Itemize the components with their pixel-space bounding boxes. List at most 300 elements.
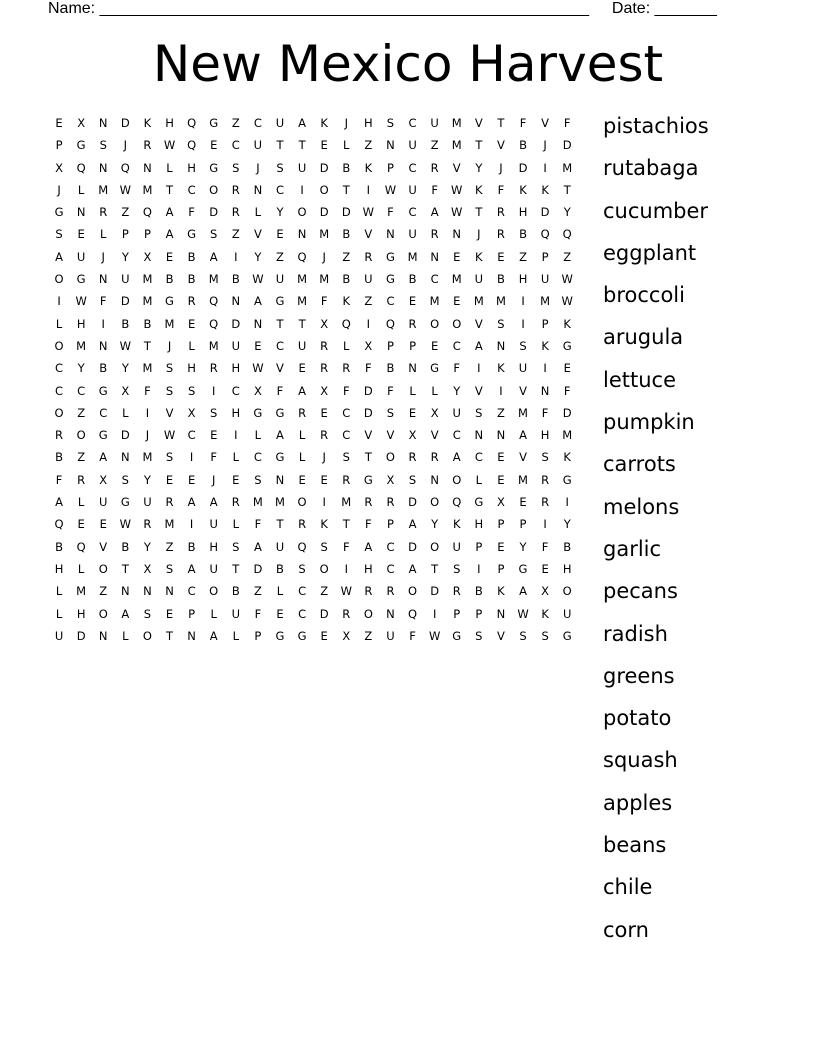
grid-letter[interactable]: M: [142, 450, 153, 465]
grid-letter[interactable]: L: [232, 517, 239, 532]
grid-letter[interactable]: C: [99, 405, 108, 420]
grid-letter[interactable]: F: [563, 383, 571, 398]
grid-letter[interactable]: R: [231, 182, 240, 197]
grid-letter[interactable]: B: [187, 272, 196, 287]
grid-letter[interactable]: W: [163, 138, 176, 153]
grid-letter[interactable]: O: [430, 495, 440, 510]
grid-letter[interactable]: C: [386, 539, 395, 554]
grid-letter[interactable]: R: [342, 472, 351, 487]
grid-letter[interactable]: L: [343, 338, 350, 353]
grid-letter[interactable]: I: [322, 495, 326, 510]
grid-letter[interactable]: P: [409, 338, 417, 353]
grid-letter[interactable]: T: [276, 517, 284, 532]
grid-letter[interactable]: V: [452, 160, 461, 175]
grid-letter[interactable]: N: [496, 606, 506, 621]
grid-letter[interactable]: F: [497, 182, 505, 197]
grid-letter[interactable]: B: [276, 561, 284, 576]
grid-letter[interactable]: I: [189, 450, 194, 465]
grid-letter[interactable]: I: [499, 383, 503, 398]
grid-letter[interactable]: Y: [563, 517, 571, 532]
grid-letter[interactable]: L: [254, 205, 262, 220]
grid-letter[interactable]: Z: [165, 539, 174, 554]
grid-letter[interactable]: M: [142, 294, 153, 309]
grid-letter[interactable]: N: [430, 472, 439, 487]
grid-letter[interactable]: Z: [342, 249, 351, 264]
grid-letter[interactable]: E: [497, 472, 505, 487]
grid-letter[interactable]: R: [77, 472, 86, 487]
grid-letter[interactable]: B: [231, 272, 240, 287]
grid-letter[interactable]: V: [276, 361, 284, 376]
grid-letter[interactable]: O: [430, 316, 440, 331]
grid-letter[interactable]: Q: [76, 539, 86, 554]
grid-letter[interactable]: Z: [320, 584, 329, 599]
grid-letter[interactable]: S: [298, 561, 306, 576]
grid-letter[interactable]: P: [541, 316, 549, 331]
grid-letter[interactable]: N: [98, 338, 108, 353]
grid-letter[interactable]: C: [231, 383, 240, 398]
grid-letter[interactable]: P: [386, 517, 394, 532]
grid-letter[interactable]: J: [344, 116, 348, 130]
grid-letter[interactable]: R: [298, 405, 307, 420]
grid-letter[interactable]: Q: [54, 517, 64, 532]
grid-letter[interactable]: N: [540, 383, 550, 398]
grid-letter[interactable]: D: [341, 205, 351, 220]
grid-letter[interactable]: S: [453, 561, 461, 576]
grid-letter[interactable]: N: [386, 227, 395, 242]
grid-letter[interactable]: U: [231, 338, 240, 353]
grid-letter[interactable]: I: [101, 316, 105, 331]
grid-letter[interactable]: N: [165, 584, 174, 599]
grid-letter[interactable]: C: [275, 182, 284, 197]
grid-letter[interactable]: K: [519, 182, 527, 197]
grid-letter[interactable]: Q: [120, 160, 130, 175]
grid-letter[interactable]: P: [386, 160, 394, 175]
grid-letter[interactable]: N: [187, 628, 196, 643]
grid-letter[interactable]: V: [496, 628, 505, 643]
grid-letter[interactable]: N: [98, 116, 108, 130]
grid-letter[interactable]: U: [562, 606, 572, 621]
grid-letter[interactable]: F: [541, 405, 549, 420]
grid-letter[interactable]: R: [298, 517, 307, 532]
grid-letter[interactable]: Q: [209, 316, 219, 331]
grid-letter[interactable]: G: [430, 361, 440, 376]
grid-letter[interactable]: T: [166, 182, 174, 197]
grid-letter[interactable]: W: [119, 182, 132, 197]
grid-letter[interactable]: X: [320, 316, 329, 331]
grid-letter[interactable]: I: [234, 249, 238, 264]
grid-letter[interactable]: F: [254, 517, 262, 532]
grid-letter[interactable]: M: [76, 584, 87, 599]
grid-letter[interactable]: P: [541, 249, 549, 264]
grid-letter[interactable]: Y: [276, 205, 284, 220]
grid-letter[interactable]: U: [408, 138, 417, 153]
grid-letter[interactable]: E: [165, 472, 174, 487]
grid-letter[interactable]: A: [253, 539, 262, 554]
grid-letter[interactable]: N: [275, 472, 285, 487]
grid-letter[interactable]: A: [452, 450, 461, 465]
grid-letter[interactable]: D: [518, 160, 528, 175]
grid-letter[interactable]: B: [121, 316, 130, 331]
grid-letter[interactable]: H: [187, 160, 196, 175]
grid-letter[interactable]: D: [363, 383, 373, 398]
grid-letter[interactable]: U: [275, 116, 285, 130]
grid-letter[interactable]: X: [496, 495, 505, 510]
grid-letter[interactable]: S: [408, 472, 417, 487]
grid-letter[interactable]: G: [452, 628, 462, 643]
grid-letter[interactable]: W: [517, 606, 529, 621]
grid-letter[interactable]: P: [143, 227, 151, 242]
grid-letter[interactable]: O: [76, 428, 86, 443]
grid-letter[interactable]: G: [76, 272, 86, 287]
grid-letter[interactable]: U: [253, 138, 263, 153]
grid-letter[interactable]: G: [209, 160, 219, 175]
grid-letter[interactable]: W: [362, 205, 375, 220]
grid-letter[interactable]: O: [430, 539, 440, 554]
grid-letter[interactable]: I: [366, 316, 371, 331]
grid-letter[interactable]: M: [319, 272, 330, 287]
grid-letter[interactable]: R: [408, 316, 417, 331]
grid-letter[interactable]: U: [275, 539, 285, 554]
grid-letter[interactable]: A: [430, 205, 439, 220]
grid-letter[interactable]: U: [121, 272, 130, 287]
grid-letter[interactable]: N: [297, 227, 307, 242]
grid-letter[interactable]: R: [143, 138, 152, 153]
grid-letter[interactable]: Z: [364, 294, 373, 309]
grid-letter[interactable]: B: [474, 584, 483, 599]
grid-letter[interactable]: Z: [430, 138, 439, 153]
grid-letter[interactable]: R: [364, 584, 373, 599]
grid-letter[interactable]: S: [342, 450, 350, 465]
grid-letter[interactable]: V: [519, 383, 527, 398]
grid-letter[interactable]: V: [496, 138, 505, 153]
grid-letter[interactable]: G: [165, 294, 174, 309]
grid-letter[interactable]: N: [452, 227, 462, 242]
grid-letter[interactable]: J: [212, 472, 216, 487]
grid-letter[interactable]: P: [497, 561, 505, 576]
grid-letter[interactable]: Q: [452, 495, 462, 510]
grid-letter[interactable]: X: [143, 561, 152, 576]
grid-letter[interactable]: E: [320, 628, 328, 643]
grid-letter[interactable]: G: [187, 227, 197, 242]
grid-letter[interactable]: U: [430, 116, 439, 130]
grid-letter[interactable]: J: [256, 160, 260, 175]
grid-letter[interactable]: M: [429, 294, 440, 309]
grid-letter[interactable]: L: [409, 383, 416, 398]
grid-letter[interactable]: B: [165, 272, 174, 287]
grid-letter[interactable]: F: [144, 383, 151, 398]
grid-letter[interactable]: A: [55, 249, 63, 264]
grid-letter[interactable]: E: [563, 361, 571, 376]
grid-letter[interactable]: D: [209, 205, 219, 220]
grid-letter[interactable]: S: [276, 160, 284, 175]
grid-letter[interactable]: L: [77, 561, 85, 576]
grid-letter[interactable]: C: [55, 361, 64, 376]
grid-letter[interactable]: N: [98, 160, 108, 175]
grid-letter[interactable]: R: [452, 584, 461, 599]
grid-letter[interactable]: C: [342, 405, 351, 420]
grid-letter[interactable]: M: [142, 182, 153, 197]
grid-letter[interactable]: S: [386, 405, 395, 420]
grid-letter[interactable]: F: [387, 383, 394, 398]
grid-letter[interactable]: H: [231, 361, 241, 376]
grid-letter[interactable]: C: [474, 450, 483, 465]
grid-letter[interactable]: Z: [364, 138, 373, 153]
grid-letter[interactable]: N: [121, 584, 130, 599]
grid-letter[interactable]: Q: [297, 539, 307, 554]
grid-letter[interactable]: Y: [475, 160, 483, 175]
grid-letter[interactable]: O: [209, 182, 219, 197]
grid-letter[interactable]: T: [298, 316, 306, 331]
grid-letter[interactable]: S: [541, 450, 549, 465]
grid-letter[interactable]: H: [518, 205, 528, 220]
grid-letter[interactable]: N: [98, 272, 108, 287]
grid-letter[interactable]: R: [430, 227, 439, 242]
grid-letter[interactable]: G: [518, 561, 528, 576]
grid-letter[interactable]: M: [451, 138, 462, 153]
grid-letter[interactable]: U: [99, 495, 108, 510]
grid-letter[interactable]: A: [519, 428, 527, 443]
grid-letter[interactable]: S: [497, 316, 505, 331]
grid-letter[interactable]: Z: [231, 116, 240, 130]
grid-letter[interactable]: X: [121, 383, 130, 398]
grid-letter[interactable]: G: [474, 495, 484, 510]
grid-letter[interactable]: N: [143, 160, 152, 175]
grid-letter[interactable]: A: [209, 249, 218, 264]
grid-letter[interactable]: T: [342, 182, 350, 197]
grid-letter[interactable]: X: [430, 405, 439, 420]
grid-letter[interactable]: J: [57, 182, 61, 197]
grid-letter[interactable]: Y: [254, 249, 262, 264]
grid-letter[interactable]: K: [541, 606, 549, 621]
grid-letter[interactable]: U: [297, 160, 307, 175]
grid-letter[interactable]: R: [342, 606, 351, 621]
grid-letter[interactable]: J: [499, 160, 503, 175]
grid-letter[interactable]: M: [451, 116, 462, 130]
grid-letter[interactable]: C: [77, 383, 86, 398]
grid-letter[interactable]: U: [518, 361, 528, 376]
grid-letter[interactable]: Y: [453, 383, 461, 398]
grid-letter[interactable]: H: [474, 517, 484, 532]
grid-letter[interactable]: G: [385, 272, 395, 287]
grid-letter[interactable]: W: [384, 182, 397, 197]
grid-letter[interactable]: D: [319, 606, 329, 621]
grid-letter[interactable]: E: [497, 249, 505, 264]
grid-letter[interactable]: M: [518, 405, 528, 420]
grid-letter[interactable]: C: [253, 116, 262, 130]
grid-letter[interactable]: H: [540, 428, 550, 443]
grid-letter[interactable]: F: [188, 205, 195, 220]
grid-letter[interactable]: M: [142, 272, 153, 287]
grid-letter[interactable]: S: [320, 539, 328, 554]
grid-letter[interactable]: A: [364, 539, 373, 554]
grid-letter[interactable]: N: [386, 138, 395, 153]
grid-letter[interactable]: H: [54, 561, 64, 576]
grid-letter[interactable]: G: [54, 205, 64, 220]
grid-letter[interactable]: K: [497, 584, 505, 599]
grid-letter[interactable]: U: [540, 272, 550, 287]
grid-letter[interactable]: B: [496, 272, 505, 287]
grid-letter[interactable]: E: [187, 472, 196, 487]
grid-letter[interactable]: Z: [496, 405, 505, 420]
grid-letter[interactable]: J: [145, 428, 150, 443]
grid-letter[interactable]: R: [231, 495, 240, 510]
grid-letter[interactable]: E: [276, 227, 284, 242]
grid-letter[interactable]: J: [167, 338, 172, 353]
grid-letter[interactable]: U: [209, 517, 218, 532]
grid-letter[interactable]: C: [298, 584, 307, 599]
grid-letter[interactable]: R: [496, 227, 505, 242]
grid-letter[interactable]: T: [298, 138, 306, 153]
grid-letter[interactable]: R: [55, 428, 64, 443]
grid-letter[interactable]: G: [562, 472, 572, 487]
grid-letter[interactable]: K: [320, 116, 328, 130]
grid-letter[interactable]: E: [276, 606, 284, 621]
grid-letter[interactable]: G: [76, 138, 86, 153]
grid-letter[interactable]: L: [232, 450, 239, 465]
grid-letter[interactable]: W: [119, 338, 132, 353]
grid-letter[interactable]: X: [320, 383, 329, 398]
grid-letter[interactable]: S: [143, 606, 152, 621]
grid-letter[interactable]: O: [452, 316, 462, 331]
grid-letter[interactable]: Z: [77, 450, 86, 465]
grid-letter[interactable]: M: [164, 517, 175, 532]
grid-letter[interactable]: X: [99, 472, 108, 487]
grid-letter[interactable]: H: [231, 405, 241, 420]
grid-letter[interactable]: U: [452, 405, 461, 420]
grid-letter[interactable]: N: [231, 294, 241, 309]
grid-letter[interactable]: H: [187, 361, 196, 376]
grid-letter[interactable]: L: [475, 472, 483, 487]
grid-letter[interactable]: O: [54, 405, 64, 420]
grid-letter[interactable]: U: [76, 249, 86, 264]
grid-letter[interactable]: M: [252, 495, 263, 510]
grid-letter[interactable]: X: [408, 428, 417, 443]
grid-letter[interactable]: C: [187, 428, 196, 443]
grid-letter[interactable]: G: [275, 450, 285, 465]
grid-letter[interactable]: I: [145, 405, 150, 420]
grid-letter[interactable]: V: [430, 428, 439, 443]
grid-letter[interactable]: O: [562, 584, 572, 599]
grid-letter[interactable]: R: [165, 495, 174, 510]
grid-letter[interactable]: W: [451, 205, 463, 220]
grid-letter[interactable]: U: [364, 272, 373, 287]
grid-letter[interactable]: I: [300, 182, 304, 197]
grid-letter[interactable]: S: [55, 227, 63, 242]
grid-letter[interactable]: C: [408, 160, 417, 175]
grid-letter[interactable]: S: [519, 628, 527, 643]
grid-letter[interactable]: K: [475, 182, 483, 197]
grid-letter[interactable]: L: [431, 383, 438, 398]
grid-letter[interactable]: U: [209, 561, 218, 576]
grid-letter[interactable]: S: [475, 628, 483, 643]
grid-letter[interactable]: O: [297, 495, 307, 510]
grid-letter[interactable]: C: [187, 182, 196, 197]
grid-letter[interactable]: M: [319, 227, 330, 242]
grid-letter[interactable]: G: [385, 249, 395, 264]
grid-letter[interactable]: E: [453, 249, 461, 264]
grid-letter[interactable]: O: [385, 450, 395, 465]
grid-letter[interactable]: S: [165, 450, 174, 465]
grid-letter[interactable]: O: [363, 606, 373, 621]
grid-letter[interactable]: M: [164, 316, 175, 331]
grid-letter[interactable]: M: [76, 338, 87, 353]
grid-letter[interactable]: X: [55, 160, 63, 175]
grid-letter[interactable]: B: [563, 539, 572, 554]
grid-letter[interactable]: A: [187, 561, 196, 576]
grid-letter[interactable]: H: [76, 606, 86, 621]
grid-letter[interactable]: E: [408, 294, 417, 309]
grid-letter[interactable]: L: [166, 160, 173, 175]
grid-letter[interactable]: F: [365, 517, 372, 532]
grid-letter[interactable]: A: [209, 628, 218, 643]
grid-letter[interactable]: A: [408, 517, 417, 532]
grid-letter[interactable]: E: [541, 561, 549, 576]
grid-letter[interactable]: O: [54, 338, 64, 353]
grid-letter[interactable]: R: [386, 495, 395, 510]
grid-letter[interactable]: M: [341, 495, 352, 510]
grid-letter[interactable]: K: [475, 249, 483, 264]
grid-letter[interactable]: M: [297, 294, 308, 309]
grid-letter[interactable]: R: [209, 361, 218, 376]
grid-letter[interactable]: Q: [297, 249, 307, 264]
grid-letter[interactable]: M: [208, 272, 219, 287]
grid-letter[interactable]: V: [364, 227, 373, 242]
grid-letter[interactable]: Z: [563, 249, 572, 264]
grid-letter[interactable]: A: [519, 584, 527, 599]
grid-letter[interactable]: I: [543, 361, 547, 376]
grid-letter[interactable]: N: [253, 182, 263, 197]
grid-letter[interactable]: O: [98, 561, 108, 576]
grid-letter[interactable]: V: [474, 316, 483, 331]
grid-letter[interactable]: P: [55, 138, 63, 153]
grid-letter[interactable]: G: [275, 628, 285, 643]
grid-letter[interactable]: E: [254, 338, 262, 353]
grid-letter[interactable]: Z: [276, 249, 284, 264]
grid-letter[interactable]: V: [364, 428, 373, 443]
grid-letter[interactable]: M: [495, 294, 506, 309]
grid-letter[interactable]: R: [541, 472, 550, 487]
grid-letter[interactable]: X: [187, 405, 196, 420]
grid-letter[interactable]: R: [342, 361, 351, 376]
grid-letter[interactable]: V: [386, 428, 395, 443]
grid-letter[interactable]: O: [209, 584, 219, 599]
grid-letter[interactable]: G: [297, 628, 307, 643]
grid-letter[interactable]: E: [320, 405, 328, 420]
grid-letter[interactable]: G: [275, 294, 285, 309]
grid-letter[interactable]: R: [320, 361, 329, 376]
grid-letter[interactable]: F: [519, 116, 527, 130]
grid-letter[interactable]: R: [541, 495, 550, 510]
grid-letter[interactable]: Y: [431, 517, 439, 532]
grid-letter[interactable]: Q: [341, 316, 351, 331]
grid-letter[interactable]: A: [209, 495, 218, 510]
date-field[interactable]: Date: _______: [611, 0, 717, 17]
grid-letter[interactable]: L: [343, 138, 350, 153]
grid-letter[interactable]: Y: [519, 539, 527, 554]
grid-letter[interactable]: I: [189, 517, 194, 532]
grid-letter[interactable]: M: [208, 338, 219, 353]
grid-letter[interactable]: T: [342, 517, 350, 532]
grid-letter[interactable]: D: [408, 495, 417, 510]
grid-letter[interactable]: O: [319, 182, 329, 197]
grid-letter[interactable]: Q: [187, 116, 197, 130]
grid-letter[interactable]: K: [563, 450, 571, 465]
grid-letter[interactable]: M: [142, 361, 153, 376]
grid-letter[interactable]: F: [276, 383, 284, 398]
grid-letter[interactable]: J: [543, 138, 547, 153]
grid-letter[interactable]: O: [452, 472, 462, 487]
grid-letter[interactable]: Y: [77, 361, 85, 376]
